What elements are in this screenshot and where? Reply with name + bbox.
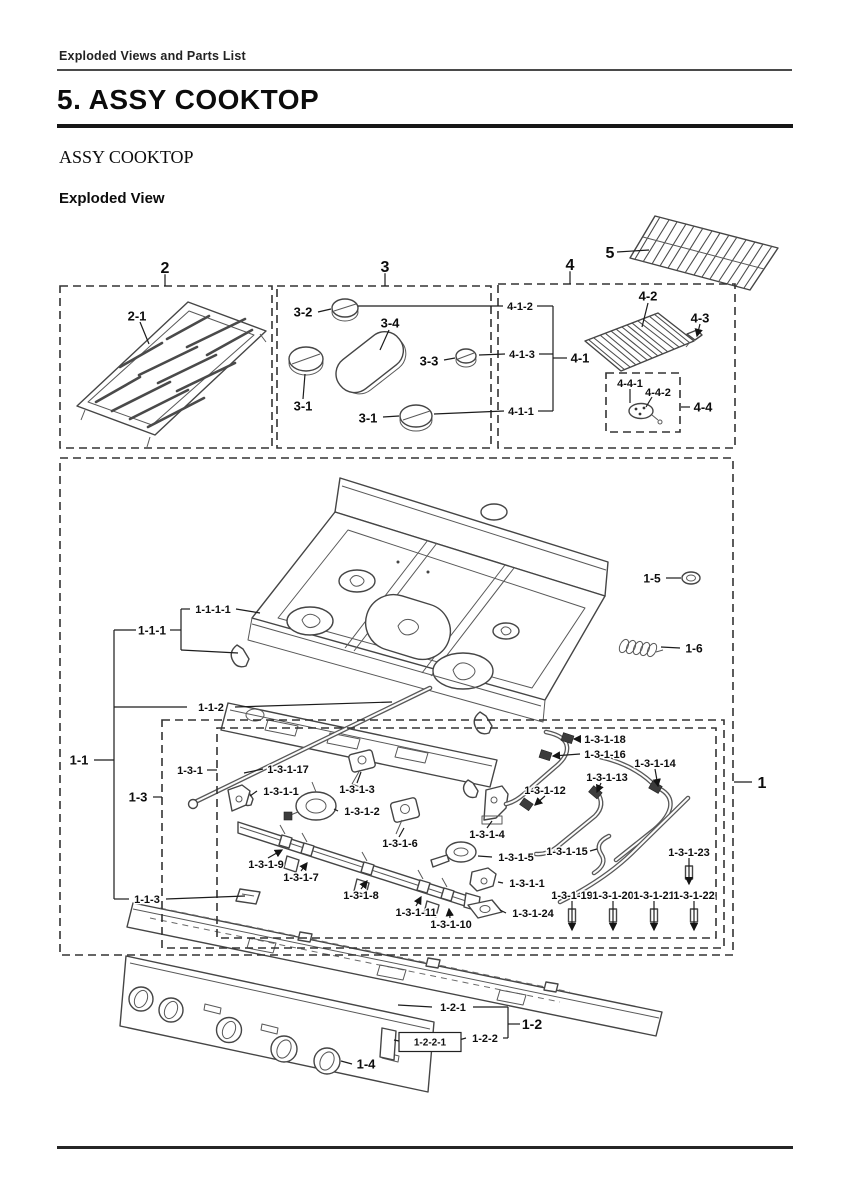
part-label-1-3-1-23: 1-3-1-23	[668, 846, 710, 859]
page-header: Exploded Views and Parts List	[59, 49, 246, 63]
part-label-4-1-1: 4-1-1	[508, 405, 534, 418]
knob-1-4-art	[314, 1048, 340, 1074]
burner-cap-3-4-art	[329, 324, 413, 402]
section-title: 5. ASSY COOKTOP	[57, 84, 320, 115]
part-label-1-5: 1-5	[643, 571, 661, 586]
leader-line	[416, 897, 421, 906]
part-label-3-4: 3-4	[380, 315, 400, 331]
part-label-1-3-1-22: 1-3-1-22	[673, 889, 715, 902]
part-label-4-4-1: 4-4-1	[617, 377, 643, 390]
part-label-1-1-1: 1-1-1	[137, 623, 167, 638]
part-label-1-2: 1-2	[521, 1016, 543, 1033]
part-label-1-3-1-12: 1-3-1-12	[524, 784, 566, 797]
burner-base-1-3-1-5-art	[431, 842, 476, 867]
leader-line	[235, 702, 392, 707]
valve-1-3-1-3-art	[348, 749, 376, 787]
part-label-4-3: 4-3	[690, 310, 710, 326]
burner-cap-3-2-art	[332, 299, 358, 321]
bracket-1-3-1-1a-art	[228, 785, 250, 811]
burner-cap-3-3-art	[456, 349, 476, 367]
part-label-1-3-1-24: 1-3-1-24	[512, 907, 554, 920]
part-label-1-1-1-1: 1-1-1-1	[195, 603, 231, 616]
leader-line	[166, 896, 245, 899]
part-label-1-3-1-11: 1-3-1-11	[395, 906, 437, 919]
part-label-4-4-2: 4-4-2	[645, 386, 671, 399]
part-label-3-2: 3-2	[293, 304, 313, 320]
part-label-1-2-1: 1-2-1	[440, 1001, 466, 1014]
leader-line	[535, 796, 545, 805]
leader-line	[140, 322, 149, 344]
part-label-1-6: 1-6	[685, 641, 703, 656]
part-label-2-1: 2-1	[127, 308, 147, 324]
part-label-4-4: 4-4	[693, 399, 713, 415]
part-label-1-3-1-21: 1-3-1-21	[633, 889, 675, 902]
leader-line	[236, 609, 260, 613]
control-knob	[159, 998, 183, 1022]
part-label-1-3-1-14: 1-3-1-14	[634, 757, 676, 770]
control-knob	[129, 987, 153, 1011]
part-label-1-3-1-13: 1-3-1-13	[586, 771, 628, 784]
part-label-1-3-1-7: 1-3-1-7	[283, 871, 319, 884]
part-label-3-1: 3-1	[293, 398, 313, 414]
part-label-1-3-1-20: 1-3-1-20	[592, 889, 634, 902]
part-label-1-3-1-1: 1-3-1-1	[263, 785, 299, 798]
part-label-1-3-1-17: 1-3-1-17	[267, 763, 309, 776]
control-knob	[217, 1018, 242, 1043]
assembly-subtitle: ASSY COOKTOP	[59, 147, 194, 167]
part-label-5: 5	[605, 244, 615, 262]
part-label-1-3-1-16: 1-3-1-16	[584, 748, 626, 761]
part-label-1-3-1-1: 1-3-1-1	[509, 877, 545, 890]
part-label-4-1-3: 4-1-3	[509, 348, 535, 361]
leader-line	[268, 850, 282, 858]
part-label-3-3: 3-3	[419, 353, 439, 369]
control-knob	[271, 1036, 297, 1062]
leader-line	[303, 374, 305, 399]
part-label-1-3-1-6: 1-3-1-6	[382, 837, 418, 850]
valve-1-3-1-6-art	[390, 797, 420, 834]
leader-line	[250, 791, 257, 796]
leader-line	[444, 358, 455, 360]
part-label-1: 1	[757, 774, 767, 792]
griddle-grate-4-2-art	[585, 313, 694, 371]
bracket-1-3-1-1b-art	[470, 868, 496, 891]
part-label-3: 3	[380, 258, 390, 276]
part-label-1-1-2: 1-1-2	[198, 701, 224, 714]
leader-line	[398, 1005, 432, 1007]
leader-line	[383, 416, 399, 417]
exploded-view-label: Exploded View	[59, 190, 165, 207]
leader-line	[478, 856, 492, 857]
leader-line	[399, 828, 404, 837]
part-label-1-3-1-9: 1-3-1-9	[248, 858, 284, 871]
part-label-1-3-1-5: 1-3-1-5	[498, 851, 534, 864]
spring-1-6-art	[617, 638, 663, 658]
part-label-1-3-1-2: 1-3-1-2	[344, 805, 380, 818]
burner-cap-3-1a-art	[289, 347, 323, 375]
part-label-1-3-1-8: 1-3-1-8	[343, 889, 379, 902]
leader-line	[449, 909, 450, 918]
part-label-1-3-1-4: 1-3-1-4	[469, 828, 505, 841]
leader-line	[498, 882, 503, 883]
leader-line	[434, 411, 504, 414]
part-label-4: 4	[565, 256, 575, 274]
leader-line	[661, 647, 680, 648]
leader-line	[301, 863, 307, 871]
part-1-5-art	[682, 572, 700, 584]
part-label-1-2-2-1: 1-2-2-1	[413, 1037, 447, 1049]
part-label-1-2-2: 1-2-2	[472, 1032, 498, 1045]
part-label-1-3-1-18: 1-3-1-18	[584, 733, 626, 746]
part-label-1-3-1-19: 1-3-1-19	[551, 889, 593, 902]
part-label-1-1-3: 1-1-3	[134, 893, 160, 906]
leader-line	[318, 309, 331, 312]
part-label-1-1: 1-1	[69, 752, 89, 768]
leader-line	[590, 849, 597, 851]
part-label-1-4: 1-4	[356, 1056, 376, 1072]
part-label-1-3-1-3: 1-3-1-3	[339, 783, 375, 796]
part-label-4-1-2: 4-1-2	[507, 300, 533, 313]
part-label-2: 2	[160, 259, 170, 277]
part-label-1-3-1: 1-3-1	[177, 764, 203, 777]
part-label-1-3: 1-3	[128, 789, 148, 805]
leader-line	[181, 650, 238, 653]
leader-line	[479, 354, 505, 355]
burner-cap-3-1b-art	[400, 405, 432, 431]
part-label-4-2: 4-2	[638, 288, 658, 304]
part-label-1-3-1-10: 1-3-1-10	[430, 918, 472, 931]
part-label-1-3-1-15: 1-3-1-15	[546, 845, 588, 858]
part-label-3-1: 3-1	[358, 410, 378, 426]
grate-5-art	[630, 216, 778, 290]
part-label-4-1: 4-1	[570, 350, 590, 366]
grate-2-art	[77, 302, 266, 447]
igniter-4-4-art	[629, 404, 662, 425]
